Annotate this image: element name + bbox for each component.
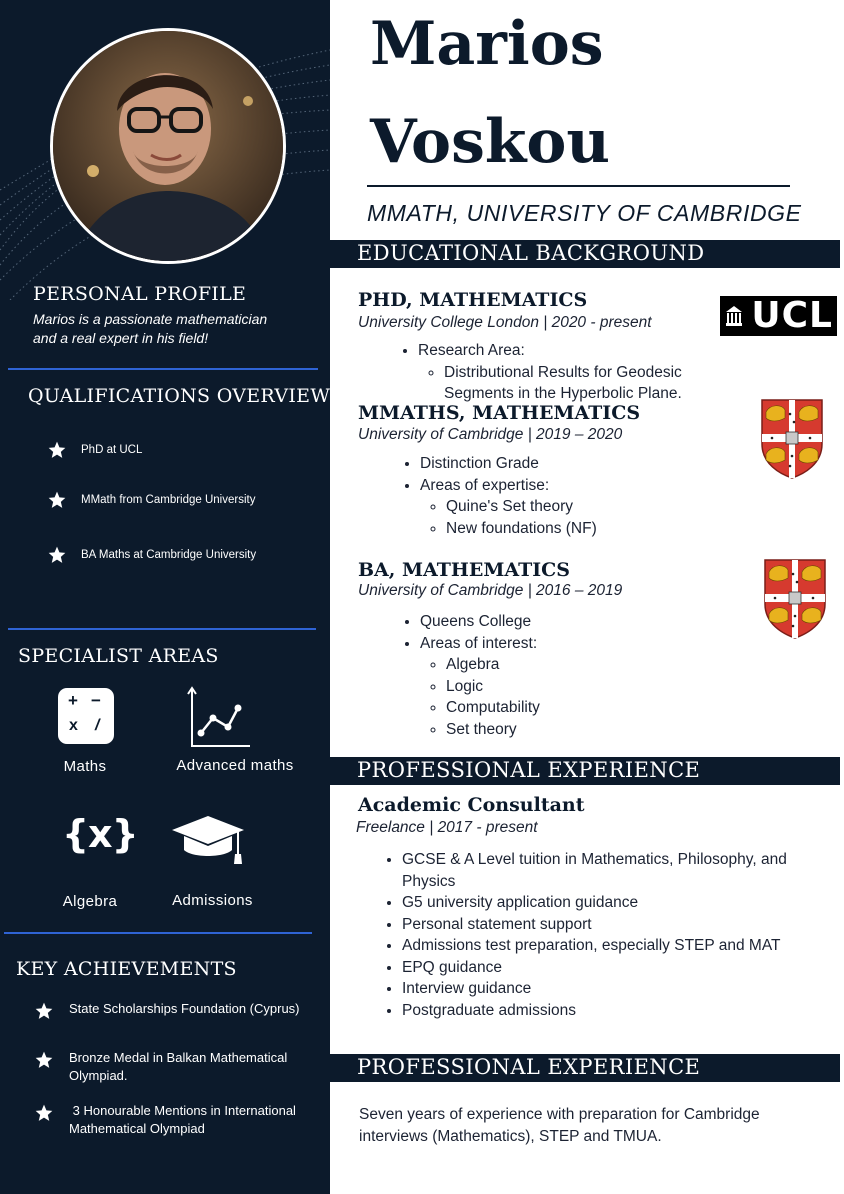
edu-sub-phd: University College London | 2020 - present	[358, 314, 652, 331]
ucl-logo	[720, 296, 837, 336]
section-bar-experience-2	[330, 1054, 840, 1082]
qualification-label: MMath from Cambridge University	[81, 493, 256, 506]
star-icon	[34, 1001, 54, 1021]
list-item: • Areas of expertise: ◦ Quine's Set theory ◦ New foundations (NF)	[420, 475, 750, 540]
specialist-heading: SPECIALIST AREAS	[18, 645, 219, 667]
calc-divide: /	[95, 717, 100, 734]
qualification-item	[47, 545, 256, 565]
section-heading: PROFESSIONAL EXPERIENCE	[357, 758, 701, 782]
ucl-portico-icon	[726, 306, 742, 326]
specialist-label-admissions: Admissions	[172, 892, 253, 909]
graduation-cap-icon	[168, 812, 248, 868]
section-heading: EDUCATIONAL BACKGROUND	[357, 241, 705, 265]
list-item: ◦ New foundations (NF)	[446, 518, 750, 540]
sidebar	[0, 0, 330, 1194]
cambridge-crest-icon	[763, 558, 827, 640]
qualifications-heading: QUALIFICATIONS OVERVIEW	[28, 385, 330, 407]
ucl-logo-text: UCL	[751, 295, 833, 336]
achievement-item	[34, 1102, 319, 1138]
list-item: • Distinction Grade	[420, 453, 750, 475]
star-icon	[47, 490, 67, 510]
phd-bullets	[398, 340, 748, 405]
edu-sub-ba: University of Cambridge | 2016 – 2019	[358, 582, 623, 599]
list-item: • Admissions test preparation, especially STEP and MAT	[402, 935, 802, 957]
profile-heading: PERSONAL PROFILE	[33, 283, 247, 305]
list-item: • Postgraduate admissions	[402, 1000, 802, 1022]
profile-photo	[50, 28, 286, 264]
calc-plus: +	[68, 691, 78, 710]
achievements-heading: KEY ACHIEVEMENTS	[16, 958, 237, 980]
list-item: ◦ Logic	[446, 676, 750, 698]
role-sub: Freelance | 2017 - present	[356, 819, 538, 836]
edu-title-mmath: MMATHS, MATHEMATICS	[358, 402, 641, 424]
achievement-item	[34, 1000, 319, 1021]
calc-minus: −	[91, 691, 101, 710]
list-item: • Personal statement support	[402, 914, 802, 936]
degree-subtitle: MMATH, UNIVERSITY OF CAMBRIDGE	[367, 200, 802, 226]
specialist-label-advanced-maths: Advanced maths	[176, 757, 294, 774]
achievement-label: Bronze Medal in Balkan Mathematical Olympiad.	[69, 1050, 288, 1083]
mmath-bullets	[400, 453, 750, 539]
edu-title-phd: PHD, MATHEMATICS	[358, 289, 588, 311]
calc-times: x	[69, 717, 78, 734]
divider	[8, 368, 318, 370]
achievement-label: State Scholarships Foundation (Cyprus)	[69, 1001, 300, 1016]
profile-text: Marios is a passionate mathematician and a real expert in his field!	[33, 311, 268, 346]
specialist-label-maths: Maths	[63, 758, 107, 775]
first-name: Marios	[370, 9, 604, 79]
ba-bullets	[400, 611, 750, 740]
list-item: • GCSE & A Level tuition in Mathematics, Philosophy, and Physics	[402, 849, 802, 892]
divider	[4, 932, 312, 934]
qualification-label: BA Maths at Cambridge University	[81, 548, 257, 561]
achievement-item	[34, 1049, 319, 1085]
star-icon	[34, 1103, 54, 1123]
name-divider	[367, 185, 790, 187]
experience-bullets	[382, 849, 802, 1021]
qualification-label: PhD at UCL	[81, 443, 143, 456]
star-icon	[47, 440, 67, 460]
list-item: • Interview guidance	[402, 978, 802, 1000]
section-bar-experience	[330, 757, 840, 785]
specialist-label-algebra: Algebra	[62, 893, 118, 910]
calculator-icon	[58, 688, 114, 744]
qualification-item	[47, 440, 142, 460]
star-icon	[34, 1050, 54, 1070]
list-item: ◦ Computability	[446, 697, 750, 719]
star-icon	[47, 545, 67, 565]
section-heading: PROFESSIONAL EXPERIENCE	[357, 1055, 701, 1079]
list-item: ◦ Quine's Set theory	[446, 496, 750, 518]
variable-x-icon: {x}	[62, 812, 138, 856]
divider	[8, 628, 316, 630]
list-item: • Areas of interest: ◦ Algebra ◦ Logic ◦ Computability ◦ Set theory	[420, 633, 750, 741]
cambridge-crest-icon	[760, 398, 824, 480]
qualification-item	[47, 490, 255, 510]
line-chart-icon	[186, 686, 252, 750]
last-name: Voskou	[370, 107, 611, 177]
achievement-label: 3 Honourable Mentions in International Mathematical Olympiad	[69, 1103, 300, 1136]
edu-title-ba: BA, MATHEMATICS	[358, 559, 570, 581]
list-item: ◦ Distributional Results for Geodesic Segments in the Hyperbolic Plane.	[444, 362, 748, 405]
experience-summary: Seven years of experience with preparation for Cambridge interviews (Mathematics), STEP and TMUA.	[359, 1106, 760, 1145]
list-item: ◦ Set theory	[446, 719, 750, 741]
edu-sub-mmath: University of Cambridge | 2019 – 2020	[358, 426, 623, 443]
role-title: Academic Consultant	[358, 794, 585, 816]
list-item: • G5 university application guidance	[402, 892, 802, 914]
section-bar-education	[330, 240, 840, 268]
list-item: • Research Area: ◦ Distributional Results for Geodesic Segments in the Hyperbolic Plane.	[418, 340, 748, 405]
list-item: • Queens College	[420, 611, 750, 633]
list-item: ◦ Algebra	[446, 654, 750, 676]
list-item: • EPQ guidance	[402, 957, 802, 979]
